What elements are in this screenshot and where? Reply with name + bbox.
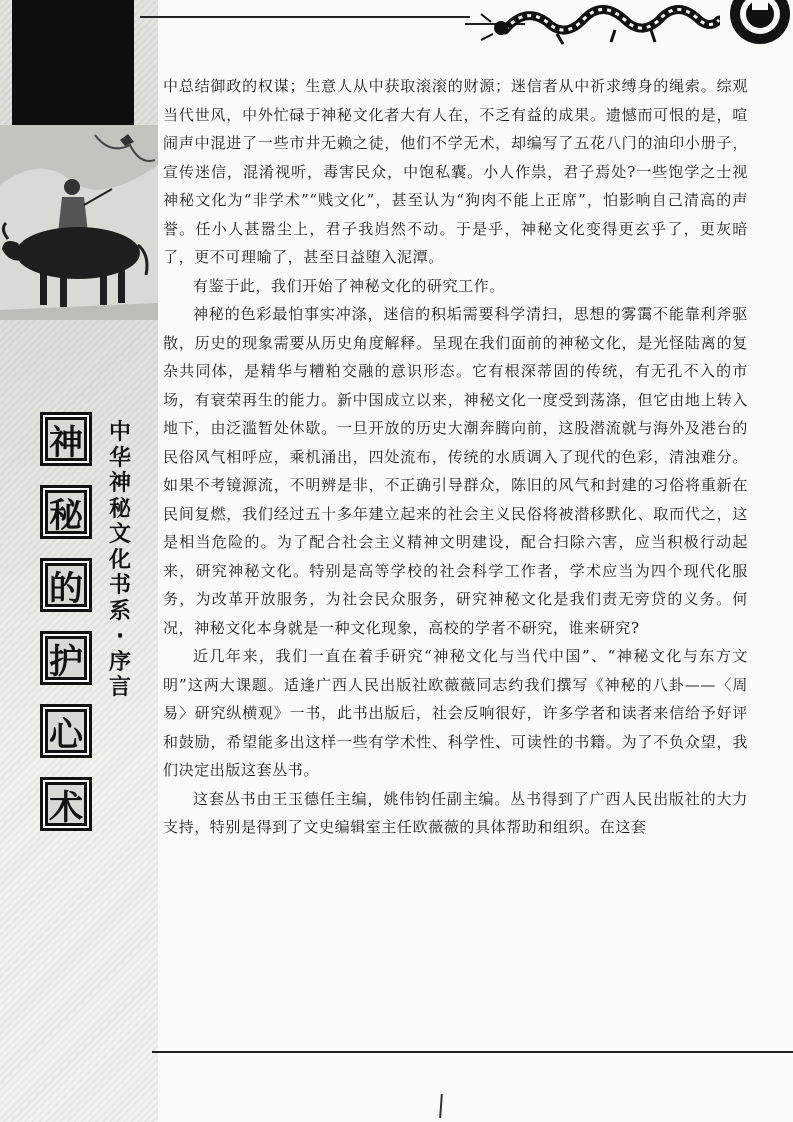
series-char: 文 [108, 522, 131, 547]
paragraph: 有鉴于此，我们开始了神秘文化的研究工作。 [193, 276, 506, 295]
paragraph: 近几年来，我们一直在着手研究“神秘文化与当代中国”、“神秘文化与东方文明”这两大课题。适逢广西人民出版社欧薇薇同志约我们撰写《神秘的八卦——〈周易〉研究纵横观》一书，此书出版后，社会反响很好，许多学者和读者来信给予好评和鼓励，希望能多出这样一些有学术性、科学性、可读性的书籍。为了不负众望，我们决定出版这套丛书。 [163, 647, 748, 779]
series-char: 秘 [108, 496, 131, 522]
series-char: · [115, 624, 125, 649]
title-char-tile: 的 [40, 558, 92, 612]
page-mark [439, 1094, 443, 1118]
series-char: 华 [108, 445, 131, 471]
series-char: 中 [108, 420, 131, 445]
corner-roundel-icon [712, 0, 793, 52]
title-char-tile: 术 [40, 777, 92, 831]
series-char: 言 [108, 675, 131, 700]
series-name-vertical [103, 420, 137, 701]
title-char-tile: 心 [40, 704, 92, 758]
series-char: 化 [108, 547, 131, 573]
title-char-tile: 护 [40, 631, 92, 685]
paragraph: 中总结御政的权谋；生意人从中获取滚滚的财源；迷信者从中祈求缚身的绳索。综观当代世风，中外忙碌于神秘文化者大有人在，不乏有益的成果。遗憾而可恨的是，喧闹声中混进了一些市井无赖之徒，他们不学无术，却编写了五花八门的油印小册子，宣传迷信，混淆视听，毒害民众，中饱私囊。小人作祟，君子焉处?一些饱学之士视神秘文化为“非学术”“贱文化”，甚至认为“狗肉不能上正席”，怕影响自己清高的声誉。任小人甚嚣尘上，君子我岿然不动。于是乎，神秘文化变得更玄乎了，更灰暗了，更不可理喻了，甚至日益堕入泥潭。 [163, 77, 748, 266]
dragon-ornament-icon [465, 0, 720, 50]
ox-rider-illustration [0, 125, 158, 320]
footer-rule [152, 1051, 793, 1053]
series-char: 系 [108, 598, 131, 624]
title-char-tile: 神 [40, 412, 92, 466]
black-header-block [12, 0, 134, 128]
book-title-vertical [38, 412, 94, 850]
series-char: 序 [108, 649, 131, 675]
header-rule [140, 16, 470, 18]
paragraph: 神秘的色彩最怕事实冲涤，迷信的积垢需要科学清扫，思想的雾霭不能靠利斧驱散，历史的现象需要从历史角度解释。呈现在我们面前的神秘文化，是光怪陆离的复杂共同体，是精华与糟粕交融的意识形态。它有根深蒂固的传统，有无孔不入的市场，有衰荣再生的能力。新中国成立以来，神秘文化一度受到荡涤，但它由地上转入地下，由泛滥暂处休歇。一旦开放的历史大潮奔腾向前，这股潜流就与海外及港台的民俗风气相呼应，乘机涌出，四处流布，传统的水质调入了现代的色彩，清浊难分。如果不考镜源流，不明辨是非，不正确引导群众，陈旧的风气和封建的习俗将重新在民间复燃，我们经过五十多年建立起来的社会主义民俗将被潜移默化、取而代之，这是相当危险的。为了配合社会主义精神文明建设，配合扫除六害，应当积极行动起来，研究神秘文化。特别是高等学校的社会科学工作者，学术应当为四个现代化服务，为改革开放服务，为社会民众服务，研究神秘文化是我们责无旁贷的义务。何况，神秘文化本身就是一种文化现象，高校的学者不研究，谁来研究? [163, 305, 748, 637]
series-char: 神 [108, 471, 131, 496]
left-decorative-band [0, 0, 158, 1122]
preface-body [163, 72, 748, 842]
paragraph: 这套丛书由王玉德任主编，姚伟钧任副主编。丛书得到了广西人民出版社的大力支持，特别是得到了文史编辑室主任欧薇薇的具体帮助和组织。在这套 [163, 789, 748, 836]
series-char: 书 [108, 573, 131, 598]
title-char-tile: 秘 [40, 485, 92, 539]
